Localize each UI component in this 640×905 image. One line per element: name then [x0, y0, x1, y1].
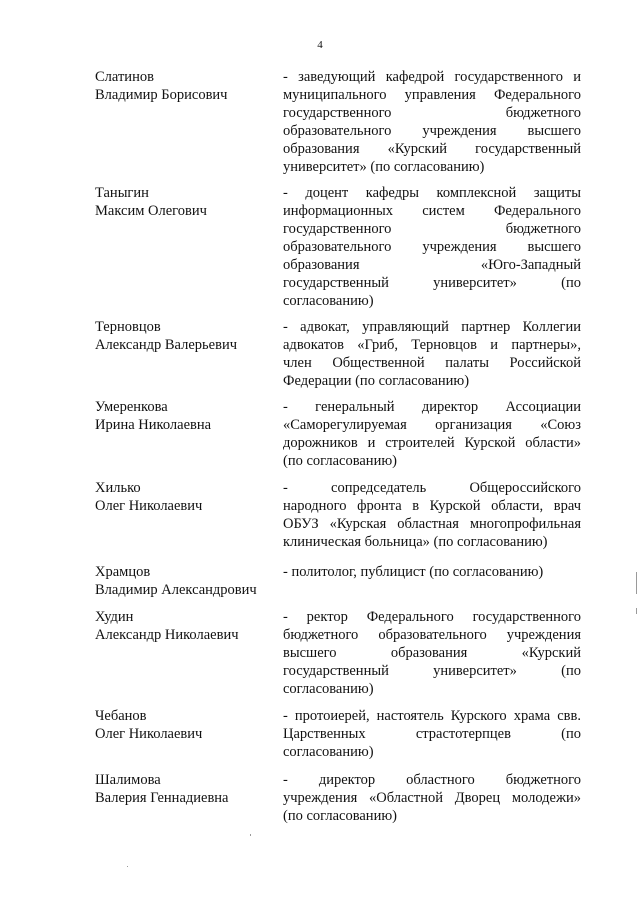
member-name — [95, 563, 273, 599]
member-given-names: Александр Валерьевич — [95, 337, 237, 353]
scan-dot — [127, 866, 128, 867]
position-line: государственный университет» (по — [283, 275, 581, 291]
position-line: - ректор Федерального государственного — [283, 609, 581, 625]
position-line: - доцент кафедры комплексной защиты — [283, 185, 581, 201]
member-surname: Шалимова — [95, 772, 161, 788]
page-number: 4 — [317, 39, 323, 51]
member-surname: Храмцов — [95, 564, 151, 580]
position-line: согласованию) — [283, 681, 374, 697]
position-line: клиническая больница» (по согласованию) — [283, 534, 548, 550]
member-position — [283, 184, 581, 310]
position-line: член Общественной палаты Российской — [283, 355, 581, 371]
member-position — [283, 771, 581, 825]
position-line: - заведующий кафедрой государственного и — [283, 69, 581, 85]
position-line: образования «Юго-Западный — [283, 257, 581, 273]
member-position — [283, 318, 581, 390]
position-line: - адвокат, управляющий партнер Коллегии — [283, 319, 581, 335]
member-given-names: Валерия Геннадиевна — [95, 790, 229, 806]
position-line: (по согласованию) — [283, 453, 397, 469]
member-surname: Умеренкова — [95, 399, 168, 415]
member-surname: Худин — [95, 609, 134, 625]
position-line: образовательного учреждения высшего — [283, 123, 581, 139]
position-line: университет» (по согласованию) — [283, 159, 485, 175]
position-line: Федерации (по согласованию) — [283, 373, 470, 389]
position-line: муниципального управления Федерального — [283, 87, 581, 103]
position-line: согласованию) — [283, 293, 374, 309]
member-position — [283, 398, 581, 470]
position-line: дорожников и строителей Курской области» — [283, 435, 581, 451]
member-name — [95, 68, 273, 104]
member-position — [283, 608, 581, 698]
position-line: - сопредседатель Общероссийского — [283, 480, 581, 496]
member-given-names: Владимир Александрович — [95, 582, 257, 598]
position-line: высшего образования «Курский — [283, 645, 581, 661]
position-line: адвокатов «Гриб, Терновцов и партнеры», — [283, 337, 581, 353]
margin-mark — [636, 608, 637, 614]
position-line: государственного бюджетного — [283, 105, 581, 121]
scan-dot — [250, 834, 251, 836]
position-line: государственного бюджетного — [283, 221, 581, 237]
member-position — [283, 68, 581, 176]
member-name — [95, 707, 273, 743]
position-line: информационных систем Федерального — [283, 203, 581, 219]
member-position — [283, 563, 581, 581]
position-line: - генеральный директор Ассоциации — [283, 399, 581, 415]
position-line: Царственных страстотерпцев (по — [283, 726, 581, 742]
member-name — [95, 184, 273, 220]
position-line: согласованию) — [283, 744, 374, 760]
position-line: - протоиерей, настоятель Курского храма свв. — [283, 708, 581, 724]
position-line: образования «Курский государственный — [283, 141, 581, 157]
member-name — [95, 608, 273, 644]
position-line: образовательного учреждения высшего — [283, 239, 581, 255]
member-given-names: Максим Олегович — [95, 203, 207, 219]
member-name — [95, 479, 273, 515]
position-line: народного фронта в Курской области, врач — [283, 498, 581, 514]
member-surname: Таныгин — [95, 185, 149, 201]
member-given-names: Александр Николаевич — [95, 627, 239, 643]
member-surname: Слатинов — [95, 69, 154, 85]
member-name — [95, 771, 273, 807]
member-given-names: Ирина Николаевна — [95, 417, 212, 433]
position-line: - политолог, публицист (по согласованию) — [283, 564, 544, 580]
position-line: (по согласованию) — [283, 808, 397, 824]
member-name — [95, 398, 273, 434]
position-line: «Саморегулируемая организация «Союз — [283, 417, 581, 433]
member-surname: Чебанов — [95, 708, 147, 724]
member-position — [283, 479, 581, 551]
member-position — [283, 707, 581, 761]
position-line: учреждения «Областной Дворец молодежи» — [283, 790, 581, 806]
member-given-names: Олег Николаевич — [95, 726, 203, 742]
position-line: ОБУЗ «Курская областная многопрофильная — [283, 516, 581, 532]
position-line: - директор областного бюджетного — [283, 772, 581, 788]
position-line: бюджетного образовательного учреждения — [283, 627, 581, 643]
margin-mark — [636, 572, 637, 594]
member-given-names: Владимир Борисович — [95, 87, 228, 103]
member-given-names: Олег Николаевич — [95, 498, 203, 514]
member-name — [95, 318, 273, 354]
position-line: государственный университет» (по — [283, 663, 581, 679]
member-surname: Хилько — [95, 480, 141, 496]
member-surname: Терновцов — [95, 319, 161, 335]
